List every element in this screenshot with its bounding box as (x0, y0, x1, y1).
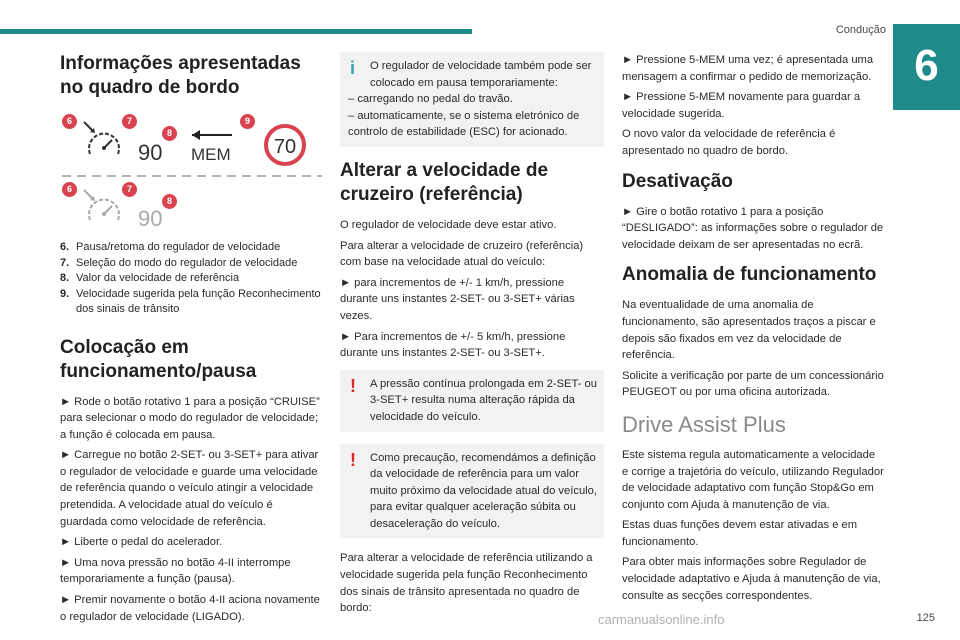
left-arrow-icon (192, 130, 232, 140)
paragraph: Para alterar a velocidade de referência utilizando a velocidade sugerida pela função Reconhecimento dos sinais de trânsito apresentada no quadro de bordo: (340, 552, 593, 615)
section-title: Condução (835, 24, 886, 36)
set-speed-dim-text: 90 (138, 206, 163, 230)
marker-6-dim: 6 (62, 182, 77, 197)
watermark: carmanualsonline.info (598, 612, 725, 627)
note-text: A pressão contínua prolongada em 2-SET- ou 3-SET+ resulta numa alteração rápida da velocidade do veículo. (370, 377, 597, 423)
note-text: – automaticamente, se o sistema eletrónico de controlo de estabilidade (ESC) for acionado. (348, 109, 580, 139)
dashboard-illustration (60, 110, 322, 230)
legend-item: 7. Seleção do modo do regulador de velocidade (60, 256, 298, 269)
top-accent-bar (0, 29, 472, 34)
column-3 (622, 52, 884, 608)
info-icon: i (350, 58, 356, 78)
legend-item: 8. Valor da velocidade de referência (60, 272, 240, 284)
set-speed-text: 90 (138, 140, 163, 165)
heading-start-pause: Colocação em funcionamento/pausa (60, 336, 257, 382)
note-text: – carregando no pedal do travão. (348, 93, 513, 106)
chapter-badge: 6 (893, 24, 960, 110)
marker-8: 8 (162, 126, 177, 141)
paragraph: ► Para incrementos de +/- 5 km/h, pressione durante uns instantes 2-SET- ou 3-SET+. (340, 330, 566, 360)
note-text: Como precaução, recomendámos a definição da velocidade de referência para um valor muito próximo da velocidade atual do veículo, para evitar qualquer aceleração súbita ou desaceleração do veículo. (370, 451, 597, 530)
paragraph: ► Carregue no botão 2-SET- ou 3-SET+ para ativar o regulador de velocidade e guarde uma velocidade de referência quando o veículo atingir a velocidade pretendida. A velocidade atual do veículo é guardada como velocidade de referência. (60, 449, 319, 528)
column-2 (340, 52, 604, 621)
heading-change-speed: Alterar a velocidade de cruzeiro (referência) (340, 159, 549, 205)
warning-note (340, 444, 604, 539)
marker-8-dim: 8 (162, 194, 177, 209)
paragraph: Na eventualidade de uma anomalia de funcionamento, são apresentados traços a piscar e depois são fixados em vez da velocidade de referência. (622, 299, 876, 362)
note-text: O regulador de velocidade também pode ser colocado em pausa temporariamente: (370, 60, 592, 89)
marker-7: 7 (122, 114, 137, 129)
marker-6: 6 (62, 114, 77, 129)
paragraph: ► Gire o botão rotativo 1 para a posição “DESLIGADO”: as informações sobre o regulador de velocidade deixam de ser apresentadas no ecrã. (622, 205, 884, 251)
paragraph: Para alterar a velocidade de cruzeiro (referência) com base na velocidade atual do veículo: (340, 239, 584, 269)
speedometer-dim-icon (89, 200, 119, 220)
heading-malfunction: Anomalia de funcionamento (622, 264, 877, 286)
warning-note (340, 370, 604, 432)
paragraph: ► Rode o botão rotativo 1 para a posição “CRUISE” para selecionar o modo do regulador de velocidade; a função é colocada em pausa. (60, 395, 320, 441)
heading-deactivation: Desativação (622, 170, 733, 192)
paragraph: Estas duas funções devem estar ativadas e em funcionamento. (622, 519, 858, 548)
paragraph: O novo valor da velocidade de referência é apresentado no quadro de bordo. (622, 128, 836, 157)
mem-text: MEM (191, 145, 231, 164)
paragraph: ► Pressione 5-MEM novamente para guardar a velocidade sugerida. (622, 91, 861, 120)
marker-9: 9 (240, 114, 255, 129)
heading-drive-assist-plus: Drive Assist Plus (622, 411, 786, 437)
warning-icon: ! (350, 449, 356, 470)
paragraph: ► para incrementos de +/- 1 km/h, pressione durante uns instantes 2-SET- ou 3-SET+ várias vezes. (340, 276, 575, 322)
paragraph: ► Uma nova pressão no botão 4-II interrompe temporariamente a função (pausa). (60, 556, 291, 586)
paragraph: ► Pressione 5-MEM uma vez; é apresentada uma mensagem a confirmar o pedido de memorização. (622, 54, 874, 83)
legend-item: 9. Velocidade sugerida pela função Reconhecimento dos sinais de trânsito (60, 287, 321, 315)
speedometer-icon (89, 134, 119, 154)
column-1 (60, 52, 322, 629)
paragraph: ► Liberte o pedal do acelerador. (60, 536, 223, 549)
speed-limit-value: 70 (273, 136, 297, 158)
paragraph: Para obter mais informações sobre Regulador de velocidade adaptativo e Ajuda à manutenção de via, consulte as secções correspondentes. (622, 556, 881, 602)
paragraph: ► Premir novamente o botão 4-II aciona novamente o regulador de velocidade (LIGADO). (60, 594, 320, 623)
dashboard-figure (60, 110, 322, 230)
marker-7-dim: 7 (122, 182, 137, 197)
info-note (340, 52, 604, 147)
paragraph: Solicite a verificação por parte de um concessionário PEUGEOT ou por uma oficina autorizada. (622, 369, 884, 399)
heading-dashboard-info: Informações apresentadas no quadro de bordo (60, 53, 301, 98)
paragraph: O regulador de velocidade deve estar ativo. (340, 218, 557, 231)
page-number: 125 (916, 612, 935, 624)
paragraph: Este sistema regula automaticamente a velocidade e corrige a trajetória do veículo, utilizando Regulador de velocidade adaptativo com função Stop&Go em conjunto com Ajuda à manutenção de via. (622, 448, 884, 511)
warning-icon: ! (350, 375, 356, 396)
figure-legend (60, 240, 322, 318)
legend-item: 6. Pausa/retoma do regulador de velocidade (60, 241, 281, 253)
